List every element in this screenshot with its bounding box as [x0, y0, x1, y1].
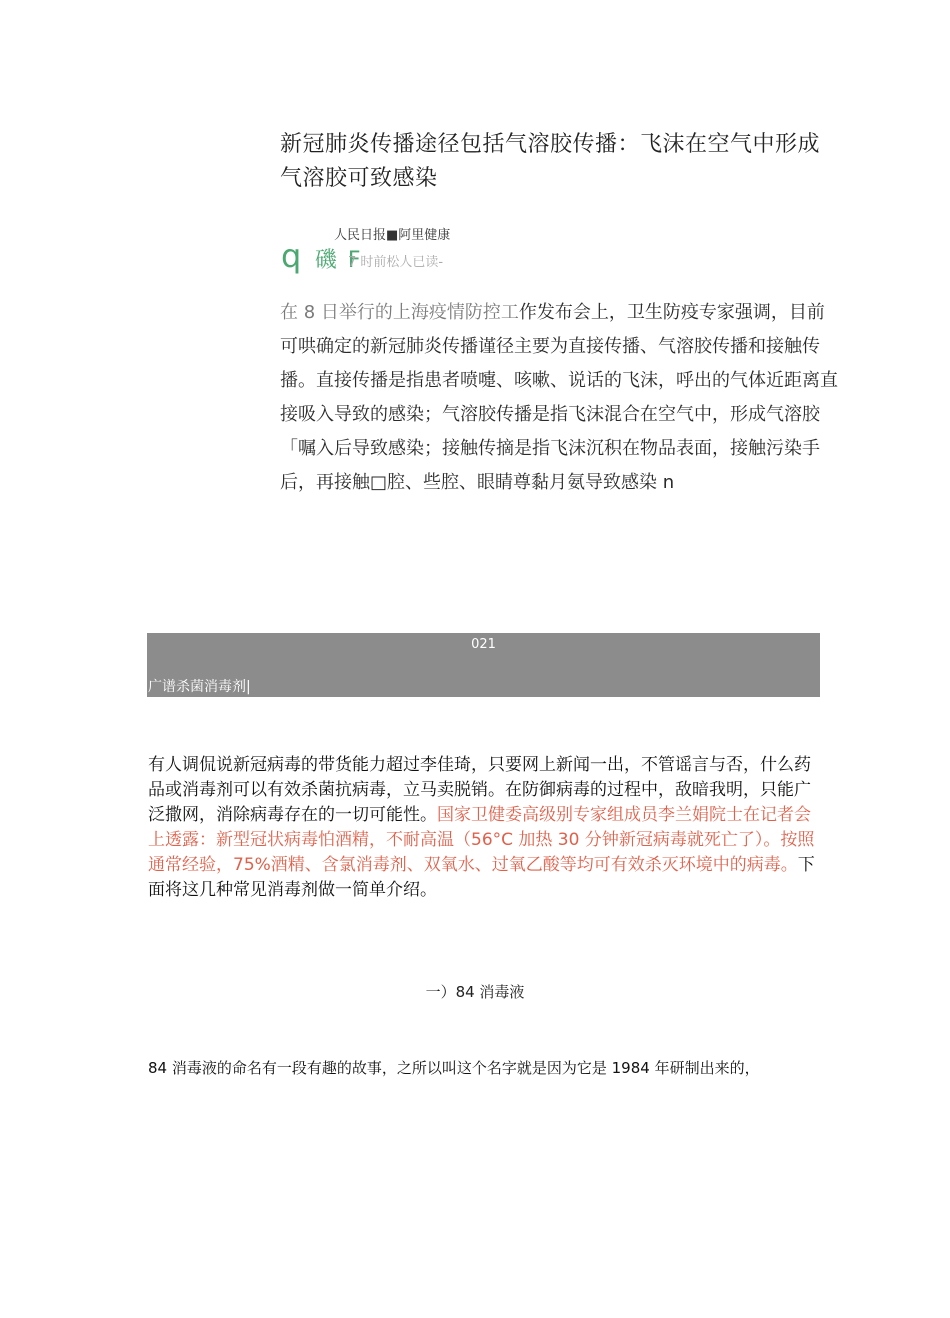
- article-title: 新冠肺炎传播途径包括气溶胶传播：飞沫在空气中形成气溶胶可致感染: [280, 132, 821, 191]
- article-intro: [280, 296, 840, 500]
- banner-caption: 广谱杀菌消毒剂|: [148, 679, 251, 695]
- image-banner: [147, 633, 820, 697]
- intro-muted-text: 在 8 日举行的上海疫情防控工: [280, 302, 519, 323]
- body-highlight-text: 国家卫健委高级别专家组成员李兰娟院士在记者会上透露：新型冠状病毒怕酒精，不耐高温（56°C 加热 30 分钟新冠病毒就死亡了）。按照通常经验，75%酒精、含氯消毒剂、双氧水、过氧乙酸等均可有效杀灭环境中的病毒。: [148, 805, 815, 875]
- publisher-logo-name: 磯 F: [314, 248, 363, 273]
- body-paragraph-2: 84 消毒液的命名有一段有趣的故事，之所以叫这个名字就是因为它是 1984 年研制出来的，: [148, 1059, 760, 1077]
- body-text-1: 有人调侃说新冠病毒的带货能力超过李佳琦，只要网上新闻一出，不管谣言与否，什么药品或消毒剂可以有效杀菌抗病毒，立马卖脱销。在防御病毒的过程中，敌暗我明，只能广泛撒网，消除病毒存在的一切可能性。: [148, 755, 811, 825]
- body-text-2: 下面将这几种常见消毒剂做一简单介绍。: [148, 855, 815, 900]
- article-time-reads: 7 时前松人已读-: [348, 255, 444, 270]
- body-paragraph: [148, 753, 820, 903]
- banner-number: 021: [471, 637, 496, 652]
- article-source: 人民日报■阿里健康: [334, 228, 451, 243]
- publisher-logo-icon: q: [281, 237, 304, 275]
- section-heading: 一）84 消毒液: [425, 983, 525, 1001]
- intro-text: 作发布会上，卫生防疫专家强调，目前可哄确定的新冠肺炎传播谨径主要为直接传播、气溶胶传播和接触传播。直接传播是指患者喷嚏、咳嗽、说话的飞沫，呼出的气体近距离直接吸入导致的感染；气溶胶传播是指飞沫混合在空气中，形成气溶胶「嘱入后导致感染；接触传摘是指飞沫沉积在物品表面，接触污染手后，再接触□腔、些腔、眼睛尊黏月氨导致感染 n: [280, 302, 838, 493]
